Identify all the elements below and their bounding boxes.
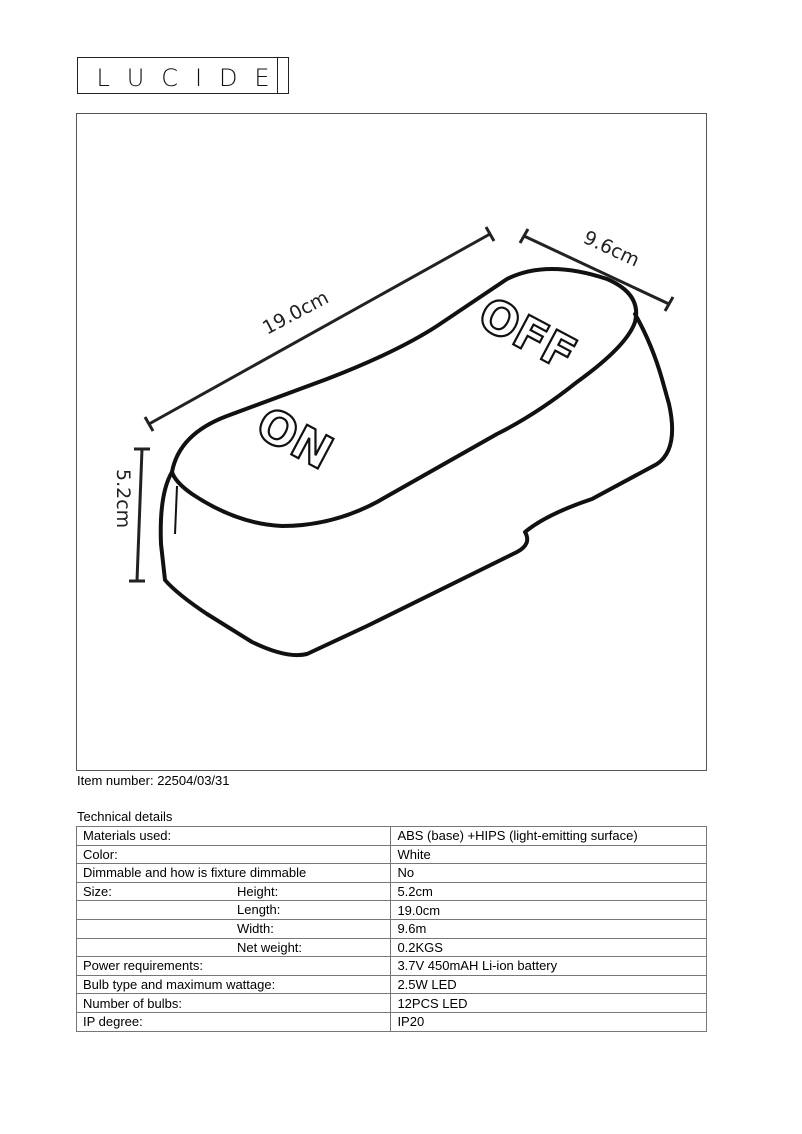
off-label: OFF bbox=[469, 286, 586, 382]
lamp-side-edge bbox=[175, 486, 177, 534]
product-drawing bbox=[77, 114, 708, 772]
table-row bbox=[77, 864, 707, 883]
logo-letter: L bbox=[96, 64, 110, 92]
spec-table bbox=[76, 826, 707, 1032]
spec-sublabel: Net weight: bbox=[237, 939, 303, 955]
table-row bbox=[77, 827, 707, 846]
logo-divider bbox=[277, 57, 278, 94]
spec-label-cell bbox=[77, 1012, 391, 1031]
on-label: ON bbox=[247, 396, 342, 481]
table-row bbox=[77, 938, 707, 957]
brand-logo bbox=[77, 57, 289, 94]
spec-label: Color: bbox=[83, 846, 118, 862]
table-row bbox=[77, 994, 707, 1013]
dim-height-label: 5.2cm bbox=[112, 469, 134, 529]
logo-letter: C bbox=[161, 64, 179, 92]
table-row bbox=[77, 957, 707, 976]
dim-length-line bbox=[145, 227, 494, 431]
spec-label-cell bbox=[77, 845, 391, 864]
spec-value: IP20 bbox=[391, 1012, 707, 1031]
spec-label-cell bbox=[77, 919, 391, 938]
table-row bbox=[77, 845, 707, 864]
spec-label-cell bbox=[77, 864, 391, 883]
spec-value: 9.6m bbox=[391, 919, 707, 938]
spec-label: IP degree: bbox=[83, 1014, 143, 1030]
item-number: Item number: 22504/03/31 bbox=[77, 773, 230, 788]
spec-label: Dimmable and how is fixture dimmable bbox=[83, 865, 307, 881]
table-row bbox=[77, 1012, 707, 1031]
logo-letter: E bbox=[254, 64, 270, 92]
spec-label-cell bbox=[77, 938, 391, 957]
logo-letters bbox=[78, 64, 288, 92]
spec-label: Number of bulbs: bbox=[83, 995, 182, 1011]
spec-label: Power requirements: bbox=[83, 958, 203, 974]
spec-label: Bulb type and maximum wattage: bbox=[83, 977, 276, 993]
table-row bbox=[77, 919, 707, 938]
spec-value: 19.0cm bbox=[391, 901, 707, 920]
logo-letter: I bbox=[194, 64, 203, 92]
product-drawing-frame bbox=[76, 113, 707, 771]
spec-value: 12PCS LED bbox=[391, 994, 707, 1013]
lamp-top-surface bbox=[172, 269, 636, 526]
spec-label-cell bbox=[77, 827, 391, 846]
spec-label-cell bbox=[77, 975, 391, 994]
spec-label-cell bbox=[77, 882, 391, 901]
spec-sublabel: Height: bbox=[237, 883, 279, 899]
table-row bbox=[77, 901, 707, 920]
logo-letter: U bbox=[126, 64, 145, 92]
spec-value: 0.2KGS bbox=[391, 938, 707, 957]
spec-sublabel: Width: bbox=[237, 920, 274, 936]
spec-value: 3.7V 450mAH Li-ion battery bbox=[391, 957, 707, 976]
spec-label-cell bbox=[77, 957, 391, 976]
spec-label: Size: bbox=[83, 884, 112, 900]
spec-value: ABS (base) +HIPS (light-emitting surface) bbox=[391, 827, 707, 846]
spec-label-cell bbox=[77, 901, 391, 920]
table-row bbox=[77, 975, 707, 994]
spec-value: 2.5W LED bbox=[391, 975, 707, 994]
dim-width-label: 9.6cm bbox=[579, 226, 643, 272]
spec-value: 5.2cm bbox=[391, 882, 707, 901]
spec-label: Materials used: bbox=[83, 828, 172, 844]
technical-details-title: Technical details bbox=[77, 809, 173, 824]
spec-label-cell bbox=[77, 994, 391, 1013]
lamp-body-side bbox=[161, 314, 672, 655]
spec-value: White bbox=[391, 845, 707, 864]
dim-length-label: 19.0cm bbox=[259, 286, 333, 340]
logo-letter: D bbox=[218, 64, 238, 92]
table-row bbox=[77, 882, 707, 901]
spec-value: No bbox=[391, 864, 707, 883]
spec-sublabel: Length: bbox=[237, 902, 281, 918]
